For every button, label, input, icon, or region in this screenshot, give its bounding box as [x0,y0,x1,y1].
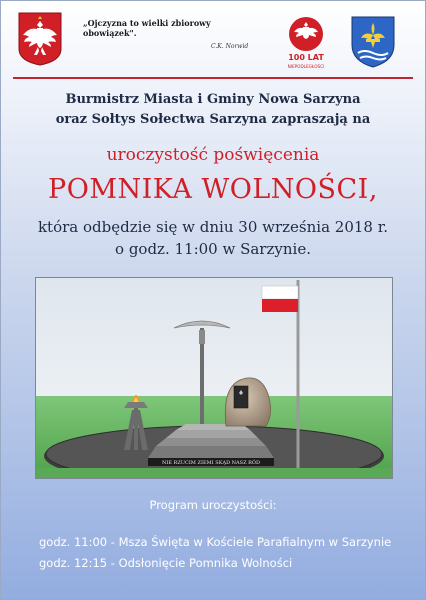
quote-author: C.K. Norwid [211,43,249,50]
monument-illustration [36,278,392,478]
event-date-line: która odbędzie się w dniu 30 września 2018 r. [37,218,389,236]
monument-punct: , [368,174,378,205]
invitation-text [1,90,425,130]
monument-inscription: NIE RZUCIM ZIEMI SKĄD NASZ RÓD [161,460,261,466]
program-title: Program uroczystości: [149,498,277,512]
invitation-line-1: Burmistrz Miasta i Gminy Nowa Sarzyna [65,92,361,107]
polish-eagle-emblem [17,11,63,67]
event-time-line: o godz. 11:00 w Sarzynie. [115,240,311,258]
header-quote: „Ojczyzna to wielki zbiorowy obowiązek". [83,18,211,38]
invitation-line-2: oraz Sołtys Sołectwa Sarzyna zapraszają na [55,112,371,127]
header-divider [13,77,413,79]
header [1,1,425,77]
municipal-crest [350,15,396,69]
jubilee-line2: NIEPODLEGŁOŚCI [287,64,325,69]
program-item: godz. 12:15 - Odsłonięcie Pomnika Wolności [39,556,293,570]
monument-name: POMNIKA WOLNOŚCI [48,174,369,205]
ceremony-title: uroczystość poświęcenia [106,145,320,165]
monument-headline [1,174,425,205]
program-list [39,532,419,574]
event-details [1,216,425,260]
monument-render [35,277,393,479]
program-item: godz. 11:00 - Msza Święta w Kościele Parafialnym w Sarzynie [39,535,392,549]
independence-100-logo [286,15,326,71]
jubilee-line1: 100 LAT [288,53,324,62]
